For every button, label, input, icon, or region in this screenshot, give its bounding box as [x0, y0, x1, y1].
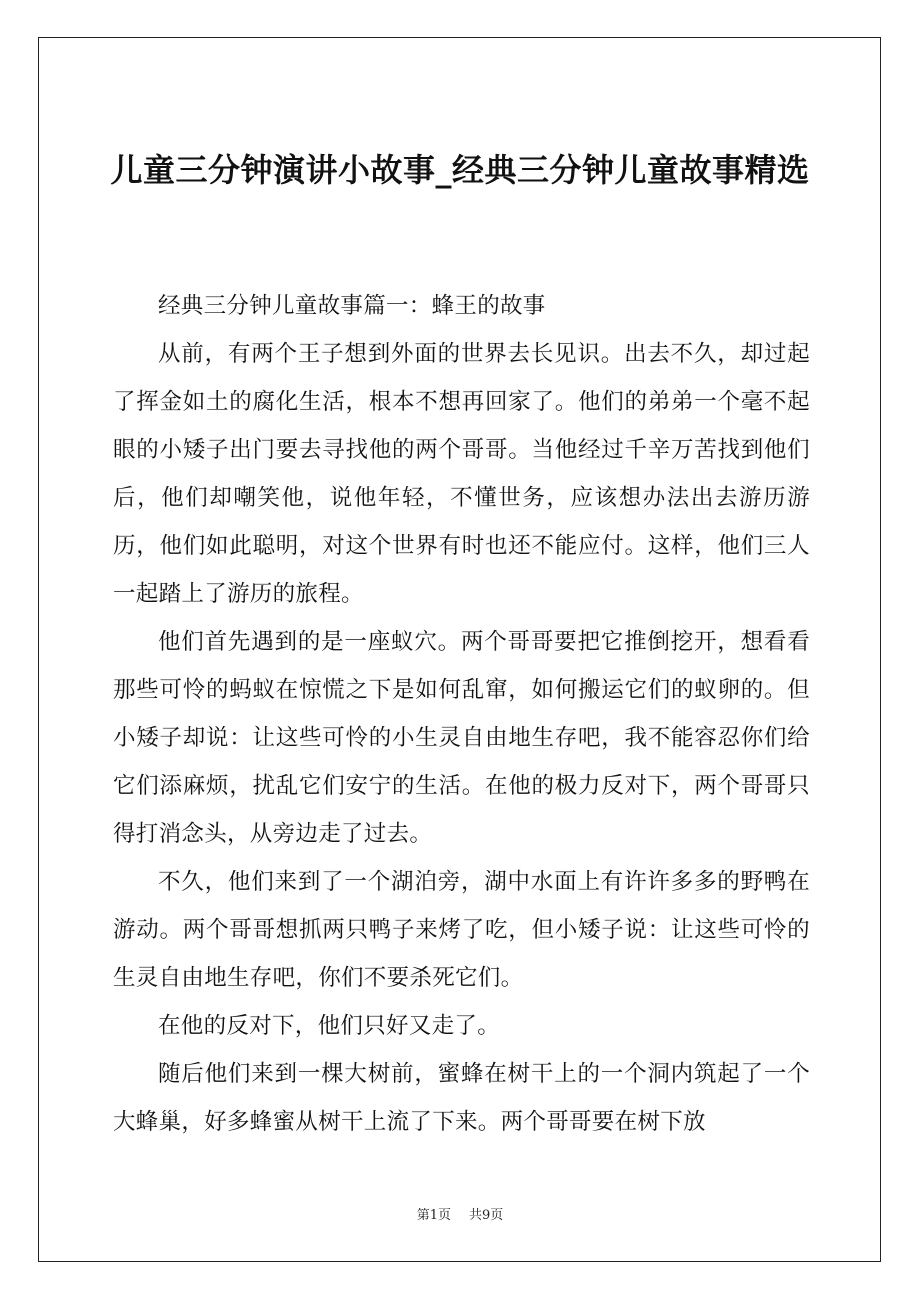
page-total: 共9页: [469, 1208, 504, 1223]
page-footer: [0, 1207, 920, 1225]
section-heading: 经典三分钟儿童故事篇一：蜂王的故事: [158, 293, 546, 319]
document-body: [113, 282, 810, 1146]
paragraph: 在他的反对下，他们只好又走了。: [158, 1013, 501, 1039]
document-title: 儿童三分钟演讲小故事_经典三分钟儿童故事精选: [110, 151, 810, 189]
paragraph: 他们首先遇到的是一座蚁穴。两个哥哥要把它推倒挖开，想看看那些可怜的蚂蚁在惊慌之下是如何乱窜，如何搬运它们的蚁卵的。但小矮子却说：让这些可怜的小生灵自由地生存吧，我不能容忍你们给它们添麻烦，扰乱它们安宁的生活。在他的极力反对下，两个哥哥只得打消念头，从旁边走了过去。: [113, 629, 810, 847]
paragraph: 不久，他们来到了一个湖泊旁，湖中水面上有许许多多的野鸭在游动。两个哥哥想抓两只鸭子来烤了吃，但小矮子说：让这些可怜的生灵自由地生存吧，你们不要杀死它们。: [113, 869, 810, 991]
paragraph: 从前，有两个王子想到外面的世界去长见识。出去不久，却过起了挥金如土的腐化生活，根本不想再回家了。他们的弟弟一个毫不起眼的小矮子出门要去寻找他的两个哥哥。当他经过千辛万苦找到他们后，他们却嘲笑他，说他年轻，不懂世务，应该想办法出去游历游历，他们如此聪明，对这个世界有时也还不能应付。这样，他们三人一起踏上了游历的旅程。: [113, 341, 810, 607]
page-number: 第1页: [416, 1208, 451, 1223]
paragraph: 随后他们来到一棵大树前，蜜蜂在树干上的一个洞内筑起了一个大蜂巢，好多蜂蜜从树干上流了下来。两个哥哥要在树下放: [113, 1061, 810, 1135]
